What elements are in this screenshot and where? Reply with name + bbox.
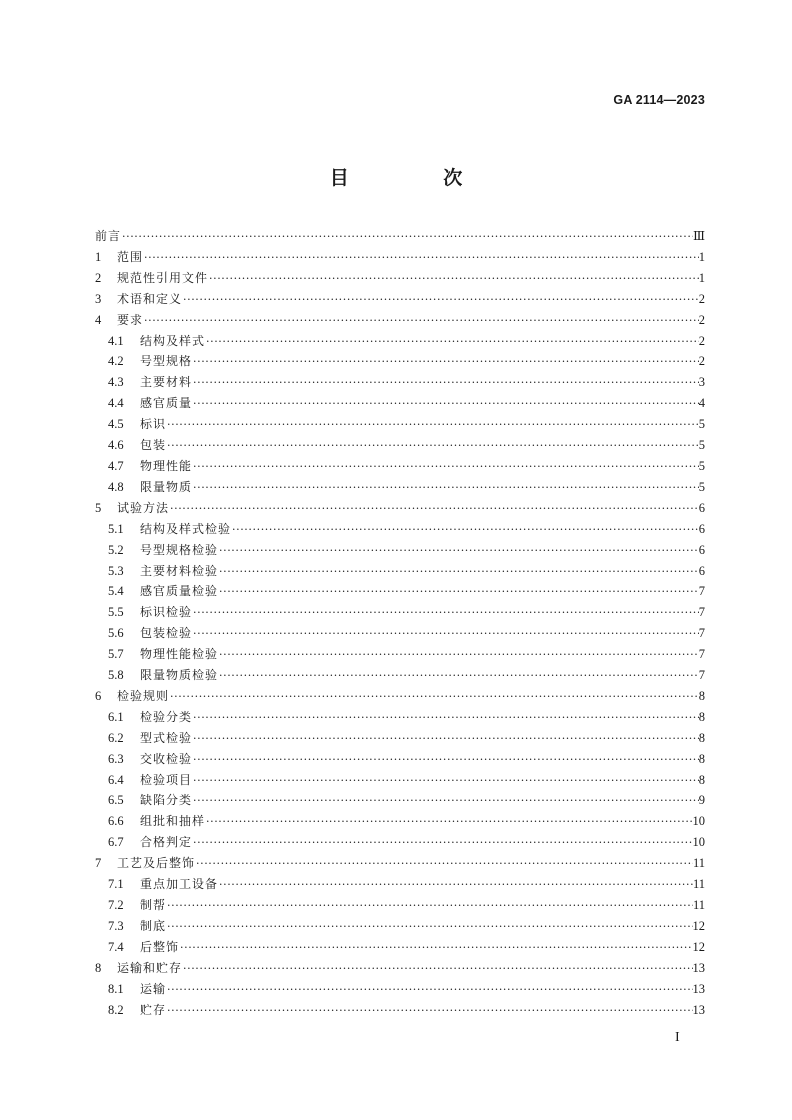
toc-entry[interactable] xyxy=(95,644,705,665)
toc-leader-dots xyxy=(218,541,699,562)
toc-entry[interactable] xyxy=(95,623,705,644)
toc-entry-page: 7 xyxy=(698,668,705,683)
toc-entry-label: 检验分类 xyxy=(140,709,193,724)
toc-entry-number: 3 xyxy=(95,291,102,306)
toc-entry-number: 4.2 xyxy=(108,354,124,369)
toc-leader-dots xyxy=(192,708,699,729)
toc-leader-dots xyxy=(121,227,693,248)
toc-entry-page: 2 xyxy=(698,312,705,327)
toc-entry[interactable] xyxy=(95,790,705,811)
toc-entry-number: 7.1 xyxy=(108,877,124,892)
toc-entry-page: 1 xyxy=(698,270,705,285)
toc-entry-label: 术语和定义 xyxy=(117,291,183,306)
toc-entry-number: 5.7 xyxy=(108,647,124,662)
toc-entry-label: 交收检验 xyxy=(140,751,193,766)
toc-entry-number: 5.2 xyxy=(108,542,124,557)
toc-leader-dots xyxy=(143,248,699,269)
toc-entry-label: 物理性能检验 xyxy=(140,647,219,662)
toc-leader-dots xyxy=(166,1001,692,1022)
toc-entry-number: 6.4 xyxy=(108,772,124,787)
toc-entry-page: 7 xyxy=(698,647,705,662)
toc-entry[interactable] xyxy=(95,832,705,853)
toc-leader-dots xyxy=(231,520,699,541)
toc-entry-label: 限量物质检验 xyxy=(140,668,219,683)
toc-entry-page: 5 xyxy=(698,438,705,453)
toc-entry[interactable] xyxy=(95,519,705,540)
toc-entry[interactable] xyxy=(95,456,705,477)
toc-entry-label: 制底 xyxy=(140,918,167,933)
toc-leader-dots xyxy=(169,499,699,520)
toc-entry-page: 10 xyxy=(692,835,705,850)
toc-entry[interactable] xyxy=(95,414,705,435)
toc-leader-dots xyxy=(192,791,699,812)
toc-entry-label: 检验项目 xyxy=(140,772,193,787)
toc-entry-page: 7 xyxy=(698,605,705,620)
toc-entry-number: 4 xyxy=(95,312,102,327)
toc-entry[interactable] xyxy=(95,770,705,791)
page-folio: I xyxy=(675,1030,680,1045)
toc-entry-label: 组批和抽样 xyxy=(140,814,206,829)
toc-entry[interactable] xyxy=(95,895,705,916)
toc-leader-dots xyxy=(192,457,699,478)
toc-entry-page: 8 xyxy=(698,751,705,766)
toc-entry[interactable] xyxy=(95,916,705,937)
toc-leader-dots xyxy=(143,311,699,332)
toc-entry-label: 制帮 xyxy=(140,898,167,912)
toc-leader-dots xyxy=(182,290,699,311)
toc-entry-number: 6 xyxy=(95,688,102,703)
toc-entry-label: 物理性能 xyxy=(140,458,193,473)
toc-entry-number: 4.4 xyxy=(108,396,124,411)
toc-entry-page: 6 xyxy=(698,563,705,578)
toc-entry-label: 号型规格检验 xyxy=(140,542,219,557)
toc-leader-dots xyxy=(218,666,699,687)
toc-leader-dots xyxy=(205,812,692,833)
toc-entry-label: 主要材料检验 xyxy=(140,563,219,578)
toc-entry-page: 9 xyxy=(698,793,705,808)
standard-code: GA 2114—2023 xyxy=(613,93,705,107)
toc-entry[interactable] xyxy=(95,979,705,1000)
toc-entry-number: 4.3 xyxy=(108,375,124,390)
toc-entry-label: 检验规则 xyxy=(117,688,170,703)
toc-entry-label: 工艺及后整饰 xyxy=(117,856,196,871)
toc-entry-page: 11 xyxy=(692,877,705,892)
toc-leader-dots xyxy=(166,980,692,1001)
toc-entry-label: 贮存 xyxy=(140,1002,167,1017)
toc-entry-page: 6 xyxy=(698,500,705,515)
toc-entry-label: 要求 xyxy=(117,312,144,327)
toc-leader-dots xyxy=(192,729,699,750)
toc-entry-number: 4.6 xyxy=(108,438,124,453)
toc-entry[interactable] xyxy=(95,268,705,289)
toc-entry[interactable] xyxy=(95,1000,705,1021)
toc-leader-dots xyxy=(166,436,699,457)
toc-entry-number: 5.3 xyxy=(108,563,124,578)
toc-entry[interactable] xyxy=(95,247,705,268)
toc-entry-label: 标识检验 xyxy=(140,605,193,620)
toc-entry-page: 5 xyxy=(698,458,705,473)
toc-entry[interactable] xyxy=(95,351,705,372)
toc-entry-number: 7.3 xyxy=(108,918,124,933)
toc-entry-number: 6.7 xyxy=(108,835,124,850)
toc-entry-page: 12 xyxy=(692,939,705,954)
toc-leader-dots xyxy=(195,854,693,875)
toc-entry[interactable] xyxy=(95,393,705,414)
toc-leader-dots xyxy=(192,352,699,373)
toc-entry-number: 4.8 xyxy=(108,479,124,494)
toc-leader-dots xyxy=(192,373,699,394)
toc-entry-number: 6.3 xyxy=(108,751,124,766)
toc-entry-label: 号型规格 xyxy=(140,354,193,369)
toc-entry-page: 10 xyxy=(692,814,705,829)
toc-entry[interactable] xyxy=(95,665,705,686)
table-of-contents xyxy=(95,226,705,1020)
toc-entry-number: 5.8 xyxy=(108,668,124,683)
toc-entry-page: 13 xyxy=(692,981,705,996)
toc-entry-label: 标识 xyxy=(140,417,167,432)
toc-entry-number: 7.4 xyxy=(108,939,124,954)
toc-entry-number: 6.1 xyxy=(108,709,124,724)
toc-entry-label: 限量物质 xyxy=(140,479,193,494)
toc-entry-page: 4 xyxy=(698,396,705,411)
toc-entry-label: 前言 xyxy=(95,229,122,243)
toc-entry[interactable] xyxy=(95,581,705,602)
toc-entry-number: 6.6 xyxy=(108,814,124,829)
toc-entry-page: 13 xyxy=(692,960,705,975)
toc-entry[interactable] xyxy=(95,749,705,770)
toc-entry[interactable] xyxy=(95,477,705,498)
toc-entry-page: 5 xyxy=(698,479,705,494)
toc-entry-number: 5.6 xyxy=(108,626,124,641)
toc-leader-dots xyxy=(208,269,699,290)
toc-entry-label: 合格判定 xyxy=(140,835,193,850)
toc-entry[interactable] xyxy=(95,937,705,958)
toc-entry[interactable] xyxy=(95,853,705,874)
toc-leader-dots xyxy=(192,833,692,854)
toc-entry-number: 4.7 xyxy=(108,458,124,473)
toc-leader-dots xyxy=(182,959,692,980)
toc-entry-page: 7 xyxy=(698,584,705,599)
toc-entry-number: 4.1 xyxy=(108,333,124,348)
toc-entry-number: 7 xyxy=(95,856,102,871)
toc-entry[interactable] xyxy=(95,707,705,728)
toc-entry-number: 7.2 xyxy=(108,898,124,912)
toc-entry-number: 8 xyxy=(95,960,102,975)
toc-leader-dots xyxy=(192,394,699,415)
toc-entry-page: 8 xyxy=(698,688,705,703)
toc-entry-number: 2 xyxy=(95,270,102,285)
toc-entry-page: 2 xyxy=(698,291,705,306)
toc-entry[interactable] xyxy=(95,435,705,456)
toc-entry-page: 8 xyxy=(698,709,705,724)
toc-entry[interactable] xyxy=(95,602,705,623)
toc-entry-page: 7 xyxy=(698,626,705,641)
toc-entry[interactable] xyxy=(95,958,705,979)
toc-entry-label: 包装 xyxy=(140,438,167,453)
toc-leader-dots xyxy=(179,938,692,959)
toc-entry-label: 规范性引用文件 xyxy=(117,270,209,285)
page-title: 目 次 xyxy=(329,167,507,189)
toc-entry[interactable] xyxy=(95,874,705,895)
toc-entry-label: 主要材料 xyxy=(140,375,193,390)
toc-leader-dots xyxy=(192,624,699,645)
toc-entry-page: 1 xyxy=(698,249,705,264)
toc-entry-label: 重点加工设备 xyxy=(140,877,219,892)
toc-entry[interactable] xyxy=(95,310,705,331)
toc-entry-label: 范围 xyxy=(117,249,144,264)
toc-entry-page: 3 xyxy=(698,375,705,390)
toc-entry-number: 8.2 xyxy=(108,1002,124,1017)
toc-entry-number: 5.4 xyxy=(108,584,124,599)
toc-entry-page: 5 xyxy=(698,417,705,432)
toc-entry-label: 试验方法 xyxy=(117,500,170,515)
toc-entry-page: 6 xyxy=(698,542,705,557)
toc-entry-label: 结构及样式检验 xyxy=(140,521,232,536)
toc-entry-number: 5 xyxy=(95,500,102,515)
toc-entry[interactable] xyxy=(95,226,705,247)
toc-leader-dots xyxy=(192,603,699,624)
toc-leader-dots xyxy=(166,917,692,938)
toc-leader-dots xyxy=(166,415,699,436)
toc-entry-page: 11 xyxy=(692,898,705,912)
toc-entry-page: Ⅲ xyxy=(692,229,705,243)
toc-leader-dots xyxy=(169,687,699,708)
toc-entry-page: 13 xyxy=(692,1002,705,1017)
toc-leader-dots xyxy=(218,562,699,583)
toc-leader-dots xyxy=(205,332,699,353)
toc-entry[interactable] xyxy=(95,289,705,310)
toc-entry[interactable] xyxy=(95,540,705,561)
toc-entry-page: 8 xyxy=(698,772,705,787)
toc-entry-label: 结构及样式 xyxy=(140,333,206,348)
toc-entry[interactable] xyxy=(95,331,705,352)
toc-leader-dots xyxy=(166,896,693,917)
toc-entry-number: 6.2 xyxy=(108,730,124,745)
toc-leader-dots xyxy=(218,875,693,896)
toc-entry-number: 5.5 xyxy=(108,605,124,620)
toc-leader-dots xyxy=(218,645,699,666)
toc-entry[interactable] xyxy=(95,728,705,749)
toc-entry-label: 后整饰 xyxy=(140,939,180,954)
toc-entry[interactable] xyxy=(95,561,705,582)
toc-entry-page: 11 xyxy=(692,856,705,871)
toc-entry-label: 感官质量检验 xyxy=(140,584,219,599)
toc-entry-number: 1 xyxy=(95,249,102,264)
toc-entry-page: 12 xyxy=(692,918,705,933)
toc-entry[interactable] xyxy=(95,498,705,519)
toc-entry[interactable] xyxy=(95,811,705,832)
toc-entry[interactable] xyxy=(95,686,705,707)
toc-entry-label: 运输和贮存 xyxy=(117,960,183,975)
toc-entry-page: 6 xyxy=(698,521,705,536)
toc-entry-label: 包装检验 xyxy=(140,626,193,641)
toc-entry-number: 5.1 xyxy=(108,521,124,536)
toc-leader-dots xyxy=(192,771,699,792)
toc-entry-label: 型式检验 xyxy=(140,730,193,745)
toc-entry-page: 2 xyxy=(698,354,705,369)
toc-entry-label: 感官质量 xyxy=(140,396,193,411)
toc-entry-label: 运输 xyxy=(140,981,167,996)
toc-entry-number: 6.5 xyxy=(108,793,124,808)
toc-entry-label: 缺陷分类 xyxy=(140,793,193,808)
toc-leader-dots xyxy=(218,582,699,603)
toc-entry-number: 4.5 xyxy=(108,417,124,432)
toc-entry-number: 8.1 xyxy=(108,981,124,996)
toc-entry-page: 8 xyxy=(698,730,705,745)
toc-entry-page: 2 xyxy=(698,333,705,348)
toc-leader-dots xyxy=(192,478,699,499)
toc-entry[interactable] xyxy=(95,372,705,393)
toc-leader-dots xyxy=(192,750,699,771)
